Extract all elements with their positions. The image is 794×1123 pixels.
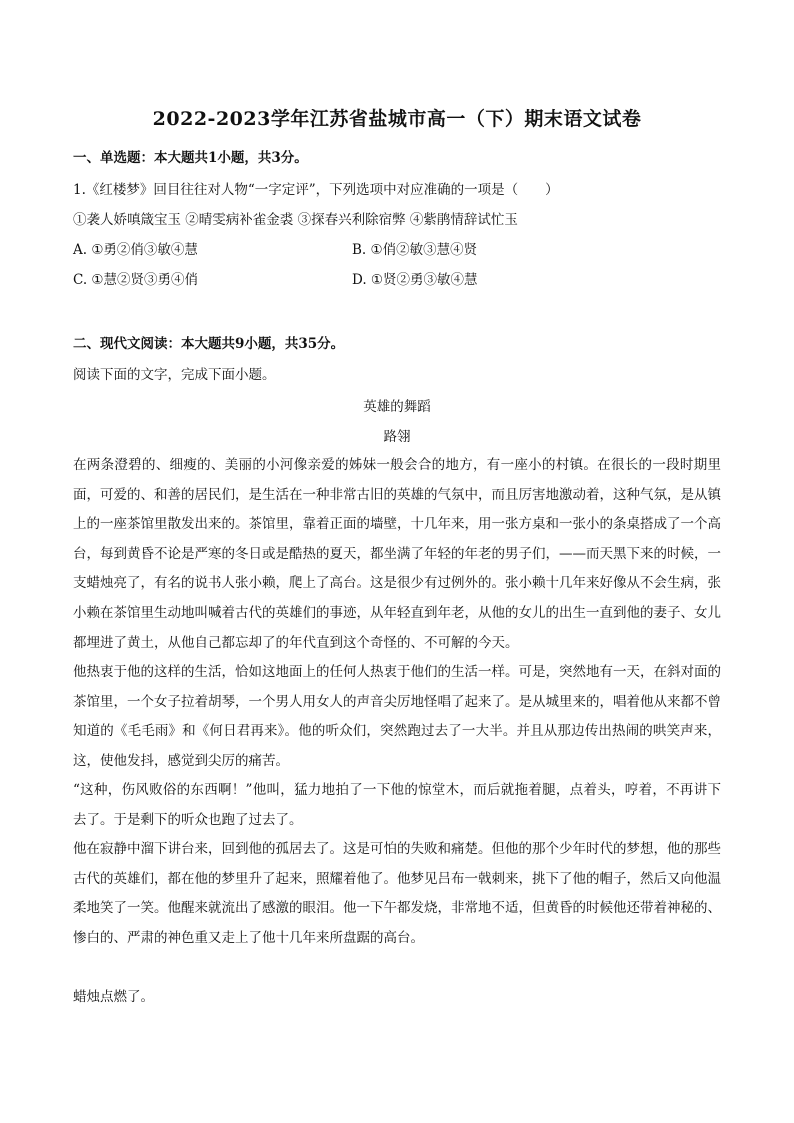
option-a: A. ①勇②俏③敏④慧 <box>73 242 198 258</box>
section2-header: 二、现代文阅读：本大题共9小题，共35分。 <box>73 336 345 352</box>
article-title: 英雄的舞蹈 <box>363 399 431 415</box>
article-paragraph-3: “这种，伤风败俗的东西啊！”他叫，猛力地拍了一下他的惊堂木，而后就拖着腿，点着头，哼着，不再讲下去了。于是剩下的听众也跑了过去了。 <box>73 782 721 828</box>
option-d: D. ①贤②勇③敏④慧 <box>352 272 478 288</box>
page-title: 2022-2023学年江苏省盐城市高一（下）期末语文试卷 <box>152 108 642 130</box>
reading-instruction: 阅读下面的文字，完成下面小题。 <box>73 367 276 383</box>
option-b: B. ①俏②敏③慧④贤 <box>352 242 478 258</box>
question-items: ①袭人娇嗔箴宝玉 ②晴雯病补雀金裘 ③探春兴利除宿弊 ④紫鹃情辞试忙玉 <box>73 212 518 228</box>
article-paragraph-5: 蜡烛点燃了。 <box>73 989 154 1005</box>
article-paragraph-1: 在两条澄碧的、细瘦的、美丽的小河像亲爱的姊妹一般会合的地方，有一座小的村镇。在很长的一段时期里面，可爱的、和善的居民们，是生活在一种非常古旧的英雄的气氛中，而且厉害地激动着，这种气氛，是从镇上的一座茶馆里散发出来的。茶馆里，靠着正面的墙壁，十几年来，用一张方桌和一张小的条桌搭成了一个高台，每到黄昏不论是严寒的冬日或是酷热的夏天，都坐满了年轻的年老的男子们，——而天黑下来的时候，一支蜡烛亮了，有名的说书人张小赖，爬上了高台。这是很少有过例外的。张小赖十几年来好像从不会生病，张小赖在茶馆里生动地叫喊着古代的英雄们的事迹，从年轻直到年老，从他的女儿的出生一直到他的妻子、女儿都埋进了黄土，从他自己都忘却了的年代直到这个奇怪的、不可解的今天。 <box>73 457 721 651</box>
question-stem: 1.《红楼梦》回目往往对人物“一字定评”，下列选项中对应准确的一项是（ ） <box>73 182 559 198</box>
section1-header: 一、单选题：本大题共1小题，共3分。 <box>73 150 308 166</box>
article-paragraph-4: 他在寂静中溜下讲台来，回到他的孤居去了。这是可怕的失败和痛楚。但他的那个少年时代的梦想，他的那些古代的英雄们，都在他的梦里升了起来，照耀着他了。他梦见吕布一戟刺来，挑下了他的帽子，然后又向他温柔地笑了一笑。他醒来就流出了感激的眼泪。他一下午都发烧，非常地不适，但黄昏的时候他还带着神秘的、惨白的、严肃的神色重又走上了他十几年来所盘踞的高台。 <box>73 841 721 946</box>
option-c: C. ①慧②贤③勇④俏 <box>73 272 199 288</box>
article-paragraph-2: 他热衷于他的这样的生活，恰如这地面上的任何人热衷于他们的生活一样。可是，突然地有一天，在斜对面的茶馆里，一个女子拉着胡琴，一个男人用女人的声音尖厉地怪唱了起来了。是从城里来的，唱着他从来都不曾知道的《毛毛雨》和《何日君再来》。他的听众们，突然跑过去了一大半。并且从那边传出热闹的哄笑声来，这，使他发抖，感觉到尖厉的痛苦。 <box>73 664 721 769</box>
article-author: 路翎 <box>383 429 411 445</box>
